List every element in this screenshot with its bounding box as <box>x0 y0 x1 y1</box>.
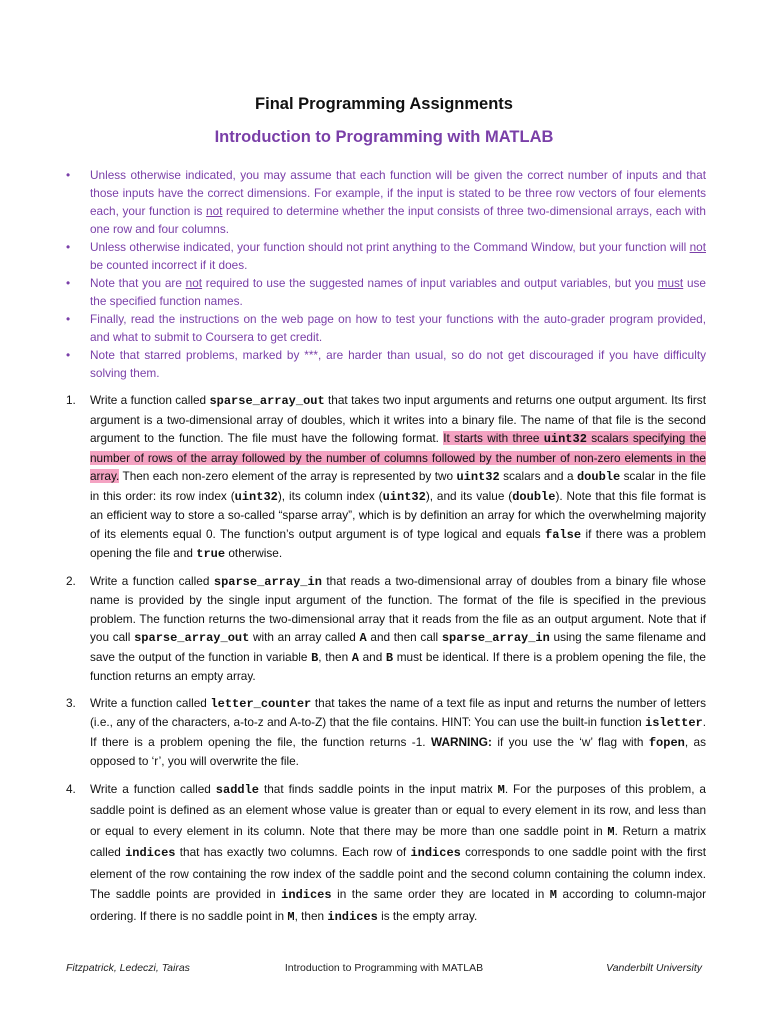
footer-course: Introduction to Programming with MATLAB <box>284 962 484 974</box>
problem-item: 2. Write a function called sparse_array_in that reads a two-dimensional array of doubles from a binary file whose name is provided by the single input argument of the function. The format of the file is specified in the previous problem. The function returns the two-dimensional array that it reads from the file as an output argument. Note that if you call sparse_array_out with an array called A and then call sparse_array_in using the same filename and save the output of the function in variable B, then A and B must be identical. If there is a problem opening the file, the function returns an empty array. <box>66 573 706 683</box>
problem-item: 1. Write a function called sparse_array_out that takes two input arguments and returns one output argument. Its first argument is a two-dimensional array of doubles, which it writes into a binary file. The name of that file is the second argument to the function. The file must have the following format. It starts with three uint32 scalars specifying the number of rows of the array followed by the number of columns followed by the number of non-zero elements in the array. Then each non-zero element of the array is represented by two uint32 scalars and a double scalar in the file in this order: its row index (uint32), its column index (uint32), and its value (double). Note that this file format is an efficient way to store a so-called “sparse array”, which is by definition an array for which the overwhelming majority of its elements equal 0. The function’s output argument is of type logical and equals false if there was a problem opening the file and true otherwise. <box>66 393 707 561</box>
instruction-item: • Unless otherwise indicated, your function should not print anything to the Command Window, but your function will not be counted incorrect if it does. <box>66 238 706 274</box>
footer-authors: Fitzpatrick, Ledeczi, Tairas <box>66 962 190 974</box>
instructions-list <box>66 166 706 382</box>
instruction-item: • Note that you are not required to use the suggested names of input variables and output variables, but you must use the specified function names. <box>66 274 706 310</box>
problem-number: 1. <box>66 393 76 407</box>
problem-item: 3. Write a function called letter_counter that takes the name of a text file as input and returns the number of letters (i.e., any of the characters, a-to-z and A-to-Z) that the file contains. HINT: You can use the built-in function isletter. If there is a problem opening the file, the function returns -1. WARNING: if you use the ‘w’ flag with fopen, as opposed to ‘r’, you will overwrite the file. <box>66 695 707 768</box>
problem-number: 4. <box>66 781 76 796</box>
page-subtitle: Introduction to Programming with MATLAB <box>214 128 554 146</box>
instruction-item: • Finally, read the instructions on the web page on how to test your functions with the auto-grader program provided, and what to submit to Coursera to get credit. <box>66 310 706 346</box>
problem-item: 4. Write a function called saddle that finds saddle points in the input matrix M. For the purposes of this problem, a saddle point is defined as an element whose value is greater than or equal to every element in its row, and less than or equal to every element in its column. Note that there may be more than one saddle point in M. Return a matrix called indices that has exactly two columns. Each row of indices corresponds to one saddle point with the first element of the row containing the row index of the saddle point and the second column containing the column index. The saddle points are provided in indices in the same order they are located in M according to column-major ordering. If there is no saddle point in M, then indices is the empty array. <box>66 779 706 928</box>
problem-list <box>66 391 706 935</box>
page-title: Final Programming Assignments <box>255 95 513 113</box>
instruction-item: • Unless otherwise indicated, you may assume that each function will be given the correct number of inputs and that those inputs have the correct dimensions. For example, if the input is stated to be three row vectors of four elements each, your function is not required to determine whether the input consists of three two-dimensional arrays, each with one row and four columns. <box>66 166 706 238</box>
footer-university: Vanderbilt University <box>606 962 702 974</box>
problem-number: 2. <box>66 573 76 588</box>
instruction-item: • Note that starred problems, marked by ***, are harder than usual, so do not get discouraged if you have difficulty solving them. <box>66 346 706 382</box>
highlighted-text: It starts with three uint32 scalars specifying the number of rows of the array followed by the number of columns followed by the number of non-zero elements in the array. <box>90 431 707 483</box>
problem-number: 3. <box>66 695 76 710</box>
